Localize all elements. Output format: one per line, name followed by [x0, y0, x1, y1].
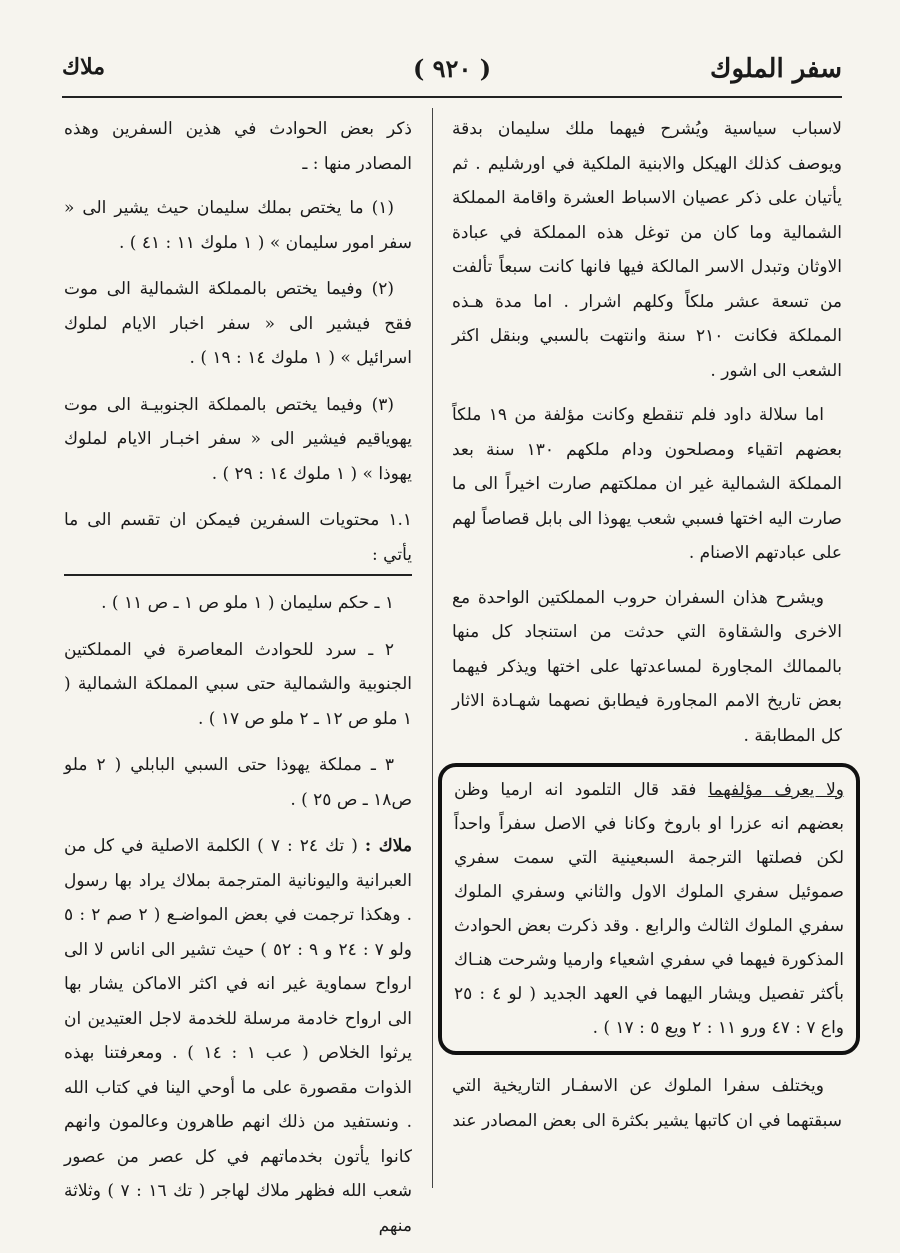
- contents-item: ٣ ـ مملكة يهوذا حتى السبي البابلي ( ٢ ملو ص١٨ ـ ص ٢٥ ) .: [64, 755, 412, 810]
- paragraph: لاسباب سياسية ويُشرح فيهما ملك سليمان بدقة ويوصف كذلك الهيكل والابنية الملكية في اورشليم . ثم يأتيان على ذكر عصيان الاسباط العشرة واقامة المملكة الشمالية وما كان من توغل هذه المملكة في عبادة الاوثان وتبدل الاسر المالكة فيها فانها كانت سبعاً تألفت من تسعة عشر ملكاً وكلهم اشرار . اما مدة هـذه المملكة فكانت ٢١٠ سنة وانتهت بالسبي وبنقل اكثر الشعب الى اشور .: [452, 119, 842, 381]
- highlight-box: [438, 763, 860, 1055]
- right-column: [452, 112, 845, 1148]
- source-item: (١) ما يختص بملك سليمان حيث يشير الى « سفر امور سليمان » ( ١ ملوك ١١ : ٤١ ) .: [64, 198, 412, 253]
- left-column: [64, 112, 412, 1253]
- contents-heading: ١.١ محتويات السفرين فيمكن ان تقسم الى ما يأتي :: [64, 503, 412, 576]
- dictionary-entry: [64, 829, 412, 1243]
- paragraph: اما سلالة داود فلم تنقطع وكانت مؤلفة من ١٩ ملكاً بعضهم اتقياء ومصلحون ودام ملكهم ١٣٠ سنة بعد المملكة الشمالية غير ان مملكتهم صارت اخيراً الى ما صارت اليه اختها فسبي شعب يهوذا الى بابل قصاصاً لهم على عبادتهم الاصنام .: [452, 405, 842, 563]
- contents-item: ١ ـ حكم سليمان ( ١ ملو ص ١ ـ ص ١١ ) .: [101, 593, 394, 613]
- contents-item: ٢ ـ سرد للحوادث المعاصرة في المملكتين الجنوبية والشمالية حتى سبي المملكة الشمالية ( ١ ملو ص ١٢ ـ ٢ ملو ص ١٧ ) .: [64, 639, 412, 729]
- entry-text: ( تك ٢٤ : ٧ ) الكلمة الاصلية في كل من العبرانية واليونانية المترجمة بملاك يراد بها رسول . وهكذا ترجمت في بعض المواضـع ( ٢ صم ٢ : ٥ ولو ٧ : ٢٤ و ٩ : ٥٢ ) حيث تشير الى اناس لا الى ارواح سماوية غير انه في اكثر الاماكن يشار بها الى ارواح خادمة مرسلة للخدمة لاجل العتيدين ان يرثوا الخلاص ( عب ١ : ١٤ ) . ومعرفتنا بهذه الذوات مقصورة على ما أوحي الينا في كتاب الله . ونستفيد من ذلك انهم طاهرون وعالمون وانهم كانوا يأتون بخدماتهم في كل عصر من عصور شعب الله فظهر ملاك لهاجر ( تك ١٦ : ٧ ) وثلاثة منهم: [64, 836, 413, 1236]
- source-item: (٢) وفيما يختص بالمملكة الشمالية الى موت فقح فيشير الى « سفر اخبار الايام لملوك اسرائيل » ( ١ ملوك ١٤ : ١٩ ) .: [64, 279, 412, 368]
- entry-term: ملاك :: [364, 836, 413, 856]
- boxed-paragraph: [454, 773, 844, 1045]
- boxed-lead: ولا يعرف مؤلفهما: [708, 780, 845, 800]
- header-rule: [62, 96, 842, 98]
- column-divider: [432, 108, 433, 1188]
- page-header: [62, 52, 842, 96]
- paragraph: ويشرح هذان السفران حروب المملكتين الواحدة مع الاخرى والشقاوة التي حدثت من استنجاد كل منها بالممالك المجاورة لمساعدتها على اختها ويذكر فيهما بعض تاريخ الامم المجاورة فيطابق نصهما شهـادة الاثار كل المطابقة .: [452, 587, 842, 746]
- running-title-left: ملاك: [62, 54, 106, 80]
- paragraph: ذكر بعض الحوادث في هذين السفرين وهذه المصادر منها : ـ: [64, 119, 412, 174]
- source-item: (٣) وفيما يختص بالمملكة الجنوبيـة الى موت يهوياقيم فيشير الى « سفر اخبـار الايام لملوك يهوذا » ( ١ ملوك ١٤ : ٢٩ ) .: [64, 394, 412, 484]
- paragraph: ويختلف سفرا الملوك عن الاسفـار التاريخية التي سبقتهما في ان كاتبها يشير بكثرة الى بعض المصادر عند: [452, 1076, 842, 1131]
- page-number: ( ٩٢٠ ): [412, 54, 492, 83]
- boxed-text: فقد قال التلمود انه ارميا وظن بعضهم انه عزرا او باروخ وكانا في الاصل سفراً واحداً لكن فصلتها الترجمة السبعينية التي سمت سفري صموئيل سفري الملوك الاول والثاني وسفري الملوك سفري الملوك الثالث والرابع . وقد ذكرت بعض الحوادث المذكورة فيهما في سفري اشعياء وارميا وشرحت هنـاك بأكثر تفصيل ويشار اليهما في العهد الجديد ( لو ٤ : ٢٥ واع ٧ : ٤٧ ورو ١١ : ٢ ويع ٥ : ١٧ ) .: [454, 780, 844, 1038]
- running-title-right: سفر الملوك: [710, 54, 842, 84]
